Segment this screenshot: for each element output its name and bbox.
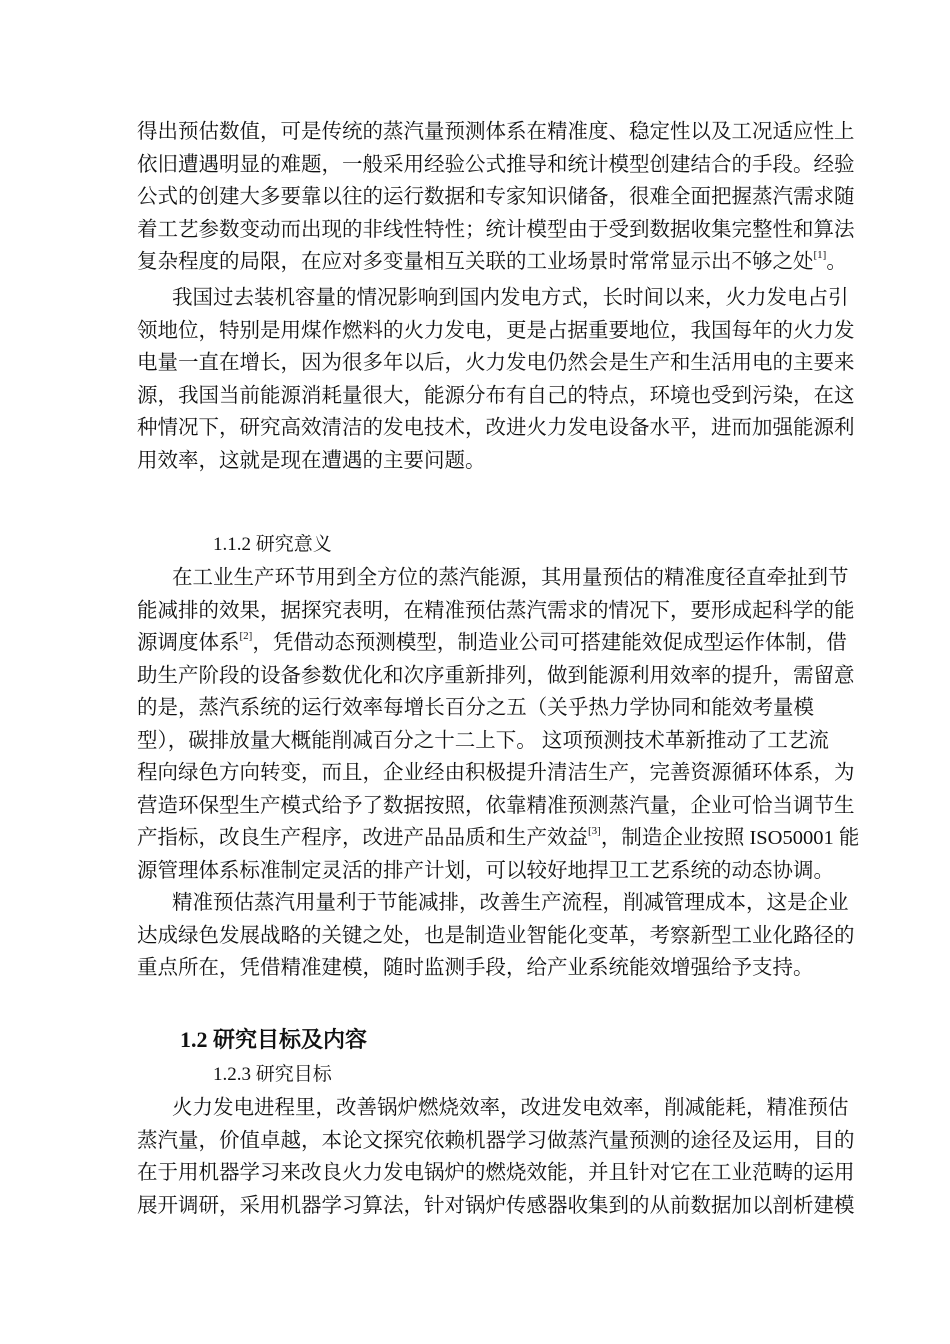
text-line: 得出预估数值，可是传统的蒸汽量预测体系在精准度、稳定性以及工况适应性上: [137, 121, 855, 143]
paragraph-significance-summary: [137, 887, 855, 985]
text-line: 蒸汽量，价值卓越，本论文探究依赖机器学习做蒸汽量预测的途径及运用，目的: [137, 1129, 855, 1152]
paragraph-limitations: [137, 116, 855, 279]
text-line: 的是，蒸汽系统的运行效率每增长百分之五（关乎热力学协同和能效考量模: [137, 697, 814, 719]
text-line: 依旧遭遇明显的难题，一般采用经验公式推导和统计模型创建结合的手段。经验: [137, 153, 855, 176]
text-line: 营造环保型生产模式给予了数据按照，依靠精准预测蒸汽量，企业可恰当调节生: [137, 794, 855, 817]
citation-ref: [2]: [239, 630, 253, 642]
text-line: 产指标，改良生产程序，改进产品品质和生产效益[3]，制造企业按照 ISO50001 能: [137, 825, 860, 849]
text-line: 源，我国当前能源消耗量很大，能源分布有自己的特点，环境也受到污染，在这: [137, 384, 855, 407]
citation-ref: [1]: [813, 249, 827, 261]
text-line: 公式的创建大多要靠以往的运行数据和专家知识储备，很难全面把握蒸汽需求随: [137, 186, 855, 208]
text-line: 用效率，这就是现在遭遇的主要问题。: [137, 449, 486, 472]
text-line: 电量一直在增长，因为很多年以后，火力发电仍然会是生产和生活用电的主要来: [137, 352, 855, 374]
text-line: 源调度体系[2]，凭借动态预测模型，制造业公司可搭建能效促成型运作体制，借: [137, 630, 847, 654]
text-line: 重点所在，凭借精准建模，随时监测手段，给产业系统能效增强给予支持。: [137, 957, 814, 979]
heading-1-2-3: 1.2.3 研究目标: [213, 1064, 332, 1085]
text-line: 精准预估蒸汽用量利于节能减排，改善生产流程，削减管理成本，这是企业: [172, 892, 849, 914]
heading-1-1-2: 1.1.2 研究意义: [213, 534, 332, 555]
paragraph-research-goal: [137, 1092, 855, 1222]
paragraph-research-significance: [137, 562, 860, 887]
text-line: 在工业生产环节用到全方位的蒸汽能源，其用量预估的精准度径直牵扯到节: [172, 567, 849, 589]
text-line: 型），碳排放量大概能削减百分之十二上下。 这项预测技术革新推动了工艺流: [137, 729, 829, 752]
text-line: 我国过去装机容量的情况影响到国内发电方式，长时间以来，火力发电占引: [172, 287, 849, 309]
text-line: 种情况下，研究高效清洁的发电技术，改进火力发电设备水平，进而加强能源利: [137, 417, 855, 439]
text-line: 复杂程度的局限，在应对多变量相互关联的工业场景时常常显示出不够之处[1]。: [137, 249, 847, 273]
text-line: 源管理体系标准制定灵活的排产计划，可以较好地捍卫工艺系统的动态协调。: [137, 859, 834, 882]
text-line: 助生产阶段的设备参数优化和次序重新排列，做到能源利用效率的提升，需留意: [137, 664, 855, 687]
text-line: 着工艺参数变动而出现的非线性特性；统计模型由于受到数据收集完整性和算法: [137, 218, 855, 241]
text-line: 展开调研，采用机器学习算法，针对锅炉传感器收集到的从前数据加以剖析建模: [137, 1194, 855, 1217]
text-line: 在于用机器学习来改良火力发电锅炉的燃烧效能，并且针对它在工业范畴的运用: [137, 1162, 855, 1184]
heading-1-2: 1.2 研究目标及内容: [180, 1027, 368, 1052]
text-line: 能减排的效果，据探究表明，在精准预估蒸汽需求的情况下，要形成起科学的能: [137, 599, 855, 622]
paragraph-thermal-power-background: [137, 282, 855, 477]
text-line: 领地位，特别是用煤作燃料的火力发电，更是占据重要地位，我国每年的火力发: [137, 319, 855, 342]
text-line: 程向绿色方向转变，而且，企业经由积极提升清洁生产，完善资源循环体系，为: [137, 762, 855, 784]
text-line: 达成绿色发展战略的关键之处，也是制造业智能化变革，考察新型工业化路径的: [137, 924, 855, 947]
text-line: 火力发电进程里，改善锅炉燃烧效率，改进发电效率，削减能耗，精准预估: [172, 1097, 849, 1119]
citation-ref: [3]: [588, 825, 601, 837]
